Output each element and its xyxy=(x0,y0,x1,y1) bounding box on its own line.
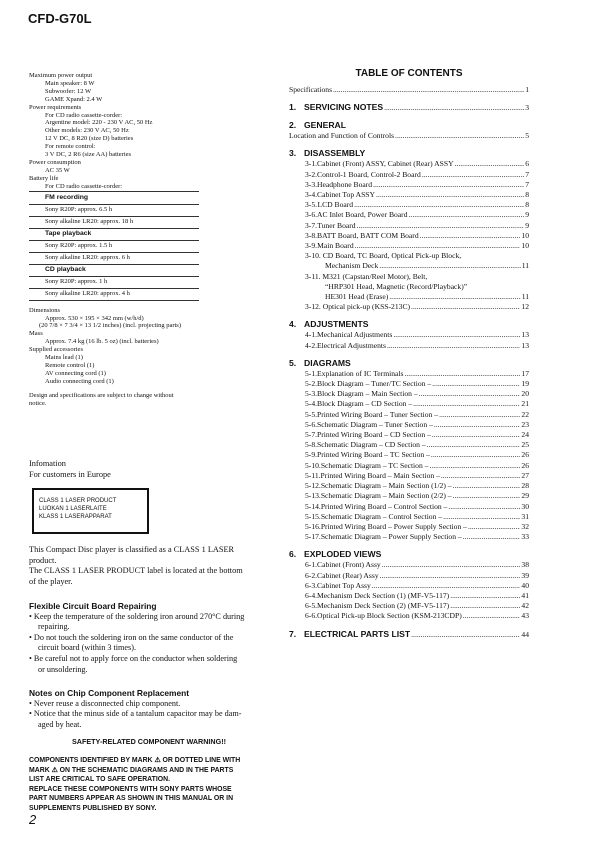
toc-entry-title: Mechanism Deck xyxy=(325,261,379,271)
toc-section-title: ADJUSTMENTS xyxy=(304,319,369,330)
toc-entry-page: 8 xyxy=(525,190,529,200)
toc-entry-title: Control-1 Board, Control-2 Board xyxy=(317,169,421,179)
section-heading: Notes on Chip Component Replacement xyxy=(29,688,190,698)
spec-line: 12 V DC, 8 R20 (size D) batteries xyxy=(45,135,134,143)
toc-entry-page: 26 xyxy=(521,450,529,460)
toc-list-exploded-views xyxy=(289,560,529,621)
toc-entry[interactable] xyxy=(289,190,529,200)
toc-entry[interactable] xyxy=(289,491,529,501)
table-of-contents xyxy=(289,68,529,640)
toc-entry-page: 43 xyxy=(521,611,529,621)
toc-section-number: 4. xyxy=(289,319,297,330)
toc-entry-page: 17 xyxy=(521,368,529,378)
toc-entry[interactable] xyxy=(289,502,529,512)
spec-line: Approx. 7.4 kg (16 lb. 5 oz) (incl. batteries) xyxy=(45,338,159,346)
toc-entry-page: 23 xyxy=(521,419,529,429)
toc-entry-number: 6-1. xyxy=(305,560,318,570)
toc-entry[interactable] xyxy=(289,450,529,460)
toc-title: TABLE OF CONTENTS xyxy=(355,68,463,79)
notice-line: The CLASS 1 LASER PRODUCT label is located at the bottom xyxy=(29,566,243,576)
toc-section-title: ELECTRICAL PARTS LIST xyxy=(304,628,411,639)
toc-entry-page: 40 xyxy=(521,580,529,590)
toc-entry[interactable] xyxy=(289,221,529,231)
page-number: 2 xyxy=(29,812,37,827)
spec-line: Subwoofer: 12 W xyxy=(45,87,92,95)
toc-entry[interactable] xyxy=(289,261,529,271)
toc-section[interactable] xyxy=(289,120,529,131)
toc-entry-title: Schematic Diagram – Power Supply Section – xyxy=(320,532,462,542)
flexible-board-section xyxy=(29,601,269,675)
toc-entry-number: 5-10. xyxy=(305,460,321,470)
spec-line: Mass xyxy=(29,330,43,338)
battery-table-heading: Tape playback xyxy=(29,229,199,241)
toc-entry-page: 13 xyxy=(521,340,529,350)
toc-entry-number: 6-6. xyxy=(305,611,318,621)
toc-entry-page: 39 xyxy=(521,570,529,580)
spec-line: Power consumption xyxy=(29,158,81,166)
notice-line: This Compact Disc player is classified as a CLASS 1 LASER xyxy=(29,545,235,554)
toc-entry-page: 44 xyxy=(521,629,529,639)
toc-entry-number: 3-4. xyxy=(305,190,318,200)
bullet-line: • Be careful not to apply force on the conductor when soldering xyxy=(29,653,238,663)
toc-entry-title: Cabinet (Rear) Assy xyxy=(317,570,379,580)
toc-entry-page: 8 xyxy=(525,200,529,210)
spec-line: Audio connecting cord (1) xyxy=(45,377,114,385)
toc-entry-title: Cabinet (Front) Assy xyxy=(317,560,381,570)
chip-component-section xyxy=(29,688,269,730)
toc-entry-page: 12 xyxy=(521,302,529,312)
battery-table-row: Sony alkaline LR20: approx. 6 h xyxy=(29,253,199,265)
info-subheading: For customers in Europe xyxy=(29,469,111,479)
battery-table-row: Sony R20P: approx. 1.5 h xyxy=(29,241,199,253)
toc-entry-page: 22 xyxy=(521,409,529,419)
toc-entry-number: 5-1. xyxy=(305,368,318,378)
toc-entry[interactable] xyxy=(289,481,529,491)
toc-section-number: 3. xyxy=(289,148,297,159)
laser-label-line: LUOKAN 1 LASERLAITE xyxy=(39,506,107,512)
warning-line: LIST ARE CRITICAL TO SAFE OPERATION. xyxy=(29,776,171,784)
bullet-line: • Do not touch the soldering iron on the same conductor of the xyxy=(29,632,234,642)
toc-entry[interactable] xyxy=(289,611,529,621)
toc-entry-page: 3 xyxy=(525,103,529,113)
toc-section-number: 5. xyxy=(289,357,297,368)
toc-section[interactable] xyxy=(289,358,529,369)
toc-entry xyxy=(289,282,529,292)
toc-entry-title: 3-11. M321 (Capstan/Reel Motor), Belt, xyxy=(305,271,428,281)
toc-entry-number: 5-15. xyxy=(305,511,321,521)
laser-label-line: KLASS 1 LASERAPPARAT xyxy=(39,514,112,520)
toc-entry[interactable] xyxy=(289,341,529,351)
toc-entry[interactable] xyxy=(289,379,529,389)
toc-entry[interactable] xyxy=(289,369,529,379)
bullet-line: aged by heat. xyxy=(38,719,82,729)
toc-entry-page: 11 xyxy=(521,292,529,302)
toc-entry-page: 42 xyxy=(521,601,529,611)
toc-entry[interactable] xyxy=(289,399,529,409)
toc-entry-number: 4-2. xyxy=(305,340,318,350)
toc-section-title: DIAGRAMS xyxy=(304,357,351,368)
toc-entry-title: Location and Function of Controls xyxy=(289,131,395,141)
spec-line: Argentine model: 220 - 230 V AC, 50 Hz xyxy=(45,119,153,127)
toc-entry[interactable] xyxy=(289,251,529,261)
toc-entry-title: Block Diagram – CD Section – xyxy=(317,399,413,409)
toc-entry[interactable] xyxy=(289,241,529,251)
toc-entry-title: Headphone Board xyxy=(317,179,373,189)
toc-entry-title: Tuner Board xyxy=(317,220,356,230)
warning-line: SUPPLEMENTS PUBLISHED BY SONY. xyxy=(29,804,157,812)
toc-entry[interactable] xyxy=(289,231,529,241)
toc-section[interactable] xyxy=(289,549,529,560)
toc-section-title: GENERAL xyxy=(304,120,347,131)
toc-entry-title: Cabinet Top Assy xyxy=(317,580,371,590)
toc-entry[interactable] xyxy=(289,591,529,601)
spec-line: For CD radio cassette-corder: xyxy=(45,111,123,119)
toc-entry-page: 19 xyxy=(521,379,529,389)
toc-entry-title: “HRP301 Head, Magnetic (Record/Playback)” xyxy=(325,281,468,291)
toc-entry[interactable] xyxy=(289,560,529,570)
toc-entry-number: 3-3. xyxy=(305,179,318,189)
spec-line: AC 35 W xyxy=(45,166,70,174)
toc-entry-page: 10 xyxy=(521,241,529,251)
toc-entry-number: 5-7. xyxy=(305,430,318,440)
toc-entry[interactable] xyxy=(289,85,529,95)
toc-entry[interactable] xyxy=(289,571,529,581)
toc-entry-title: Explanation of IC Terminals xyxy=(317,368,404,378)
toc-entry-number: 5-16. xyxy=(305,521,321,531)
toc-entry-number: 5-3. xyxy=(305,389,318,399)
toc-entry-title: Printed Wiring Board – Main Section – xyxy=(320,470,440,480)
toc-entry[interactable] xyxy=(289,210,529,220)
toc-entry[interactable] xyxy=(289,159,529,169)
toc-entry-page: 7 xyxy=(525,169,529,179)
information-block xyxy=(29,459,272,480)
toc-entry-title: Mechanism Deck Section (1) (MF-V5-117) xyxy=(317,590,450,600)
battery-table-heading: FM recording xyxy=(29,193,199,205)
toc-entry-number: 5-8. xyxy=(305,440,318,450)
spec-line: Other models: 230 V AC, 50 Hz xyxy=(45,127,129,135)
toc-entry[interactable] xyxy=(289,512,529,522)
spec-line: For remote control: xyxy=(45,143,96,151)
toc-entry-title: Schematic Diagram – Main Section (1/2) – xyxy=(320,481,452,491)
toc-entry-number: 5-9. xyxy=(305,450,318,460)
toc-entry-number: 6-5. xyxy=(305,601,318,611)
bullet-line: • Notice that the minus side of a tantalum capacitor may be dam- xyxy=(29,709,242,719)
toc-entry-number: 5-6. xyxy=(305,419,318,429)
toc-entry[interactable] xyxy=(289,302,529,312)
spec-line: Main speaker: 8 W xyxy=(45,79,95,87)
notice-line: of the player. xyxy=(29,576,73,586)
toc-entry-title: Optical Pick-up Block Section (KSM-213CDP) xyxy=(317,611,462,621)
bullet-line: • Never reuse a disconnected chip component. xyxy=(29,698,181,708)
toc-entry[interactable] xyxy=(289,330,529,340)
toc-entry[interactable] xyxy=(289,131,529,141)
notice-line: product. xyxy=(29,555,57,565)
spec-note: notice. xyxy=(29,399,47,407)
toc-entry-number: 6-2. xyxy=(305,570,318,580)
toc-entry-page: 5 xyxy=(525,131,529,141)
toc-entry-page: 11 xyxy=(521,261,529,271)
toc-entry[interactable] xyxy=(289,471,529,481)
toc-entry-title: 3-12. Optical pick-up (KSS-213C) xyxy=(305,302,411,312)
toc-section-number: 6. xyxy=(289,549,297,560)
spec-line: Battery life xyxy=(29,174,59,182)
toc-entry-number: 3-7. xyxy=(305,220,318,230)
toc-entry-title: Specifications xyxy=(289,85,333,94)
toc-entry-page: 21 xyxy=(521,399,529,409)
toc-section-title: DISASSEMBLY xyxy=(304,148,366,159)
spec-line: GAME Xpand: 2.4 W xyxy=(45,95,103,103)
battery-table-row: Sony R20P: approx. 6.5 h xyxy=(29,205,199,217)
toc-entry-title: Mechanism Deck Section (2) (MF-V5-117) xyxy=(317,601,450,611)
toc-entry-title: Schematic Diagram – CD Section – xyxy=(317,440,426,450)
toc-entry-number: 5-2. xyxy=(305,379,318,389)
toc-entry-number: 5-13. xyxy=(305,491,321,501)
toc-entry-page: 31 xyxy=(521,511,529,521)
laser-label-line: CLASS 1 LASER PRODUCT xyxy=(39,498,117,504)
toc-entry-number: 5-17. xyxy=(305,532,321,542)
toc-entry[interactable] xyxy=(289,389,529,399)
toc-entry-page: 24 xyxy=(521,430,529,440)
spec-line: (20 7/8 × 7 3/4 × 13 1/2 inches) (incl. projecting parts) xyxy=(39,322,181,330)
toc-section-title: SERVICING NOTES xyxy=(304,102,384,113)
battery-table-heading: CD playback xyxy=(29,265,199,277)
toc-entry-number: 3-6. xyxy=(305,210,318,220)
toc-entry-page: 26 xyxy=(521,460,529,470)
toc-section-title: EXPLODED VIEWS xyxy=(304,549,382,560)
toc-entry-title: Schematic Diagram – Control Section – xyxy=(320,511,443,521)
toc-entry-title: AC Inlet Board, Power Board xyxy=(317,210,408,220)
toc-entry-page: 38 xyxy=(521,560,529,570)
bullet-line: • Keep the temperature of the soldering iron around 270°C during xyxy=(29,611,245,621)
toc-entry[interactable] xyxy=(289,200,529,210)
toc-entry-number: 3-1. xyxy=(305,159,318,169)
battery-table-row: Sony alkaline LR20: approx. 4 h xyxy=(29,289,199,301)
toc-entry-number: 3-9. xyxy=(305,241,318,251)
spec-line: Dimensions xyxy=(29,306,61,314)
toc-entry-title: Block Diagram – Tuner/TC Section – xyxy=(317,379,432,389)
toc-entry-title: Printed Wiring Board – Tuner Section – xyxy=(317,409,439,419)
toc-entry-number: 4-1. xyxy=(305,330,318,340)
toc-list-diagrams xyxy=(289,369,529,542)
spec-line: Approx. 530 × 195 × 342 mm (w/h/d) xyxy=(45,314,144,322)
toc-entry-title: Schematic Diagram – Tuner Section – xyxy=(317,419,433,429)
toc-section[interactable] xyxy=(289,629,529,640)
toc-entry[interactable] xyxy=(289,430,529,440)
toc-entry[interactable] xyxy=(289,292,529,302)
toc-entry-title: Schematic Diagram – TC Section – xyxy=(320,460,429,470)
spec-line: AV connecting cord (1) xyxy=(45,369,106,377)
toc-entry[interactable] xyxy=(289,410,529,420)
toc-entry-number: 3-5. xyxy=(305,200,318,210)
spec-note: Design and specifications are subject to change without xyxy=(29,391,174,399)
toc-entry-title: Printed Wiring Board – Control Section – xyxy=(320,501,448,511)
toc-entry-number: 6-3. xyxy=(305,580,318,590)
toc-section[interactable] xyxy=(289,319,529,330)
toc-entry-page: 41 xyxy=(521,590,529,600)
warning-line: COMPONENTS IDENTIFIED BY MARK ⚠ OR DOTTED LINE WITH xyxy=(29,757,241,764)
toc-entry-title: HE301 Head (Erase) xyxy=(325,292,389,302)
warning-line: MARK ⚠ ON THE SCHEMATIC DIAGRAMS AND IN THE PARTS xyxy=(29,766,234,774)
toc-entry-page: 27 xyxy=(521,470,529,480)
toc-entry-title: Schematic Diagram – Main Section (2/2) – xyxy=(320,491,452,501)
toc-entry-page: 32 xyxy=(521,521,529,531)
battery-table-row: Sony R20P: approx. 1 h xyxy=(29,277,199,289)
toc-entry-title: 3-10. CD Board, TC Board, Optical Pick-up Block, xyxy=(305,251,462,261)
laser-class-notice xyxy=(29,545,272,587)
toc-entry-page: 20 xyxy=(521,389,529,399)
toc-entry-page: 30 xyxy=(521,501,529,511)
toc-entry[interactable] xyxy=(289,461,529,471)
toc-entry[interactable] xyxy=(289,420,529,430)
toc-entry-title: Main Board xyxy=(317,241,354,251)
toc-entry-number: 5-12. xyxy=(305,481,321,491)
toc-entry[interactable] xyxy=(289,581,529,591)
toc-entry-title: BATT Board, BATT COM Board xyxy=(317,230,419,240)
toc-section-number: 1. xyxy=(289,102,297,113)
warning-line: PART NUMBERS APPEAR AS SHOWN IN THIS MANUAL OR IN xyxy=(29,795,234,803)
toc-section[interactable] xyxy=(289,148,529,159)
toc-entry-number: 3-2. xyxy=(305,169,318,179)
toc-entry[interactable] xyxy=(289,440,529,450)
toc-entry-title: Printed Wiring Board – Power Supply Section – xyxy=(320,521,467,531)
toc-entry-page: 9 xyxy=(525,210,529,220)
toc-entry[interactable] xyxy=(289,170,529,180)
toc-entry[interactable] xyxy=(289,522,529,532)
toc-entry-page: 10 xyxy=(521,230,529,240)
battery-life-table xyxy=(29,191,199,301)
toc-entry-page: 7 xyxy=(525,179,529,189)
spec-line: For CD radio cassette-corder: xyxy=(45,182,123,190)
toc-entry[interactable] xyxy=(289,180,529,190)
toc-entry-page: 29 xyxy=(521,491,529,501)
toc-entry-number: 5-14. xyxy=(305,501,321,511)
toc-entry-number: 5-5. xyxy=(305,409,318,419)
toc-entry-title: Printed Wiring Board – TC Section – xyxy=(317,450,430,460)
model-header: CFD-G70L xyxy=(28,11,92,26)
spec-line: Maximum power output xyxy=(29,72,93,79)
spec-line: 3 V DC, 2 R6 (size AA) batteries xyxy=(45,151,132,159)
toc-entry-title: Electrical Adjustments xyxy=(317,340,386,350)
toc-entry-page: 13 xyxy=(521,330,529,340)
laser-class-label xyxy=(32,488,149,534)
bullet-line: or unsoldering. xyxy=(38,664,88,674)
bullet-line: repairing. xyxy=(38,622,70,632)
toc-entry[interactable] xyxy=(289,532,529,542)
toc-section-number: 2. xyxy=(289,120,297,131)
toc-entry-title: LCD Board xyxy=(317,200,354,210)
safety-warning-body xyxy=(29,756,273,814)
toc-entry-page: 9 xyxy=(525,220,529,230)
toc-entry-page: 1 xyxy=(525,85,529,94)
toc-entry-page: 28 xyxy=(521,481,529,491)
specifications-block xyxy=(29,72,272,407)
toc-entry-number: 3-8. xyxy=(305,230,318,240)
spec-line: Remote control (1) xyxy=(45,361,95,369)
toc-entry[interactable] xyxy=(289,601,529,611)
toc-entry-title: Block Diagram – Main Section – xyxy=(317,389,418,399)
section-heading: Flexible Circuit Board Repairing xyxy=(29,601,157,611)
toc-entry[interactable] xyxy=(289,272,529,282)
toc-entry-title: Printed Wiring Board – CD Section – xyxy=(317,430,431,440)
toc-section[interactable] xyxy=(289,102,529,113)
toc-entry-title: Cabinet Top ASSY xyxy=(317,190,376,200)
warning-line: REPLACE THESE COMPONENTS WITH SONY PARTS WHOSE xyxy=(29,785,232,793)
spec-line: Mains lead (1) xyxy=(45,354,83,362)
toc-list-disassembly xyxy=(289,159,529,251)
toc-entry-title: Mechanical Adjustments xyxy=(317,330,393,340)
toc-entry-number: 6-4. xyxy=(305,590,318,600)
spec-line: Power requirements xyxy=(29,103,82,111)
toc-entry-number: 5-11. xyxy=(305,470,321,480)
info-heading: Infomation xyxy=(29,459,66,468)
safety-warning-title: SAFETY-RELATED COMPONENT WARNING!! xyxy=(72,737,226,746)
toc-list-adjustments xyxy=(289,330,529,350)
toc-entry-page: 25 xyxy=(521,440,529,450)
spec-line: Supplied accessories xyxy=(29,346,83,354)
battery-table-row: Sony alkaline LR20: approx. 18 h xyxy=(29,217,199,229)
toc-section-number: 7. xyxy=(289,628,297,639)
toc-entry-page: 33 xyxy=(521,532,529,542)
toc-entry-page: 6 xyxy=(525,159,529,169)
toc-entry-number: 5-4. xyxy=(305,399,318,409)
bullet-line: circuit board (within 3 times). xyxy=(38,643,136,653)
toc-entry-title: Cabinet (Front) ASSY, Cabinet (Rear) ASSY xyxy=(317,159,454,169)
